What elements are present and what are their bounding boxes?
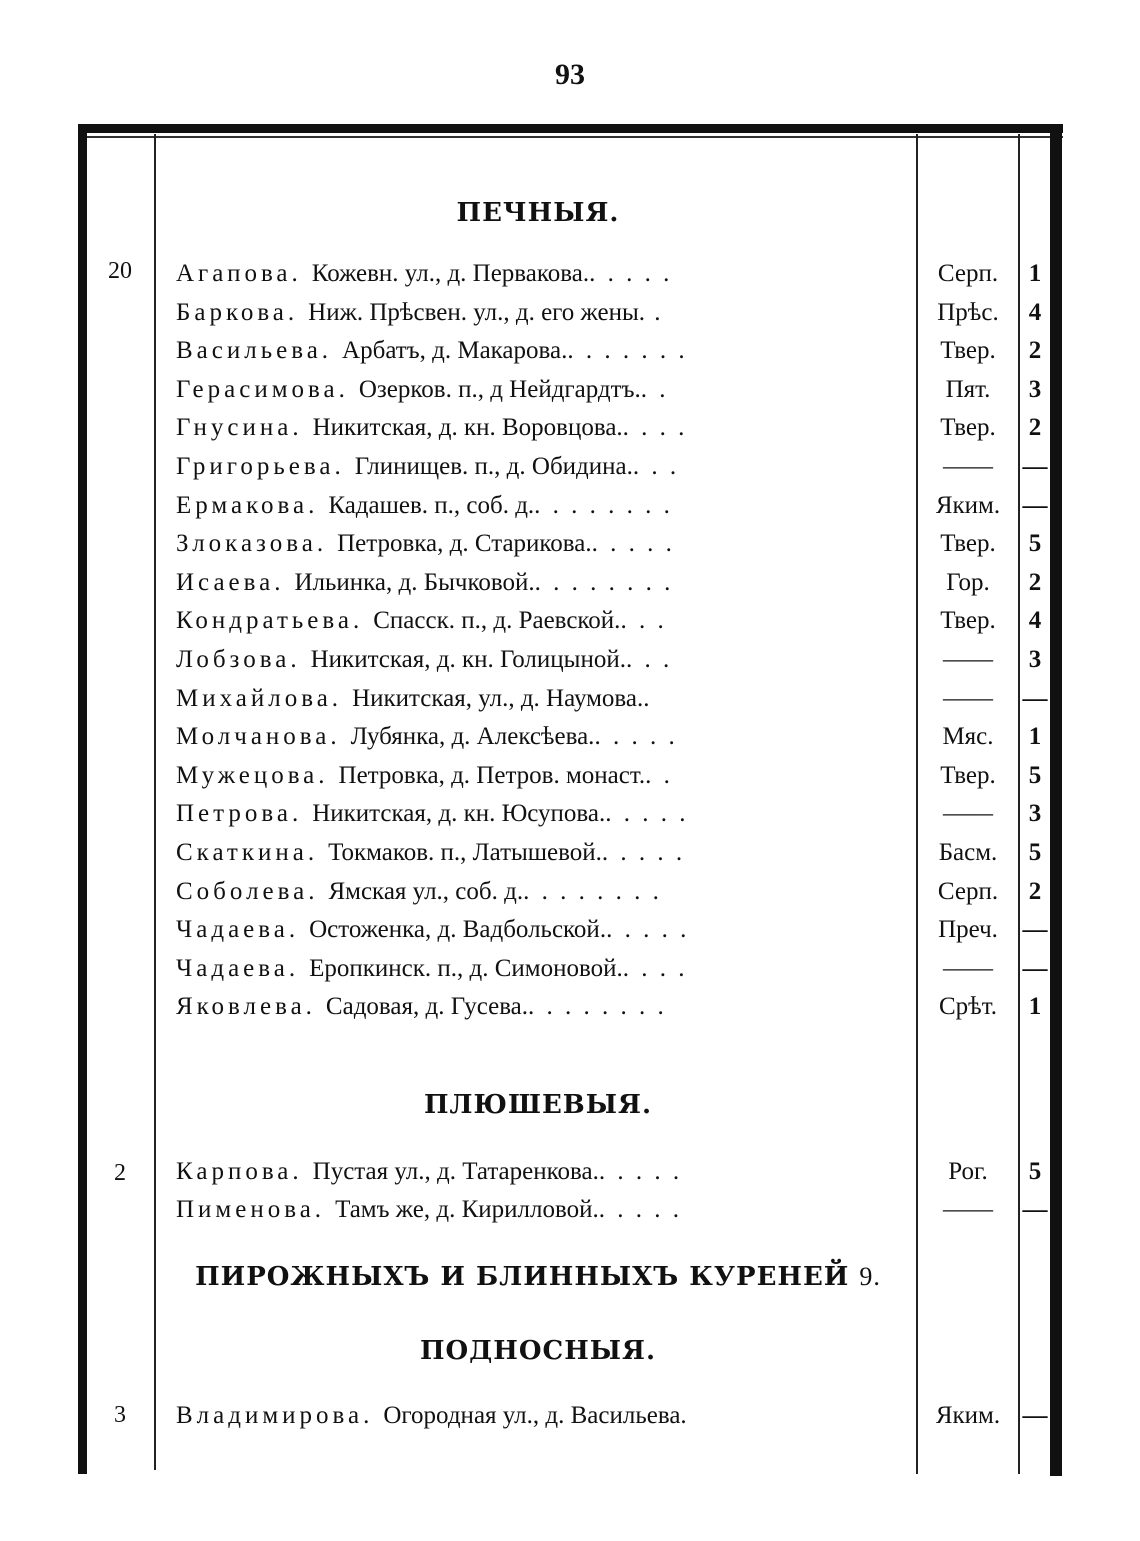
entry-text — [176, 993, 908, 1021]
entry-address: Арбатъ, д. Макарова. — [342, 337, 568, 365]
entry-district: Твер. — [940, 337, 996, 365]
list-item — [0, 376, 1140, 416]
list-item — [0, 260, 1140, 300]
entry-district: —— — [943, 684, 993, 712]
list-item — [0, 878, 1140, 918]
section-count: 2 — [114, 1160, 126, 1186]
entry-address: Петровка, д. Старикова. — [337, 530, 592, 558]
entry-text — [176, 260, 908, 288]
entry-text — [176, 800, 908, 828]
entry-leader-dots: . . . . . — [598, 1158, 683, 1185]
entry-address: Садовая, д. Гусева. — [325, 993, 529, 1021]
entry-address: Петровка, д. Петров. монаст. — [338, 761, 646, 789]
entry-number: 2 — [1028, 877, 1042, 905]
entry-text — [176, 376, 908, 404]
entry-leader-dots: . . . . . — [589, 260, 673, 287]
entry-number: 3 — [1028, 646, 1042, 673]
entry-leader-dots: . . — [640, 375, 669, 403]
entry-leader-dots: . . . . — [622, 954, 688, 982]
entry-number: 1 — [1028, 993, 1042, 1021]
entry-text — [176, 337, 908, 365]
section-count: 3 — [114, 1402, 126, 1428]
entry-district: Пят. — [945, 375, 991, 403]
entry-name: Карпова. — [176, 1158, 303, 1185]
entry-leader-dots: . . . — [620, 607, 667, 635]
entry-number: — — [1022, 684, 1048, 712]
entry-number: 3 — [1028, 800, 1042, 828]
entry-district: Яким. — [935, 1402, 1001, 1429]
entry-number: — — [1022, 916, 1048, 944]
entry-text — [176, 839, 908, 867]
list-item — [0, 916, 1140, 956]
entry-text — [176, 878, 908, 906]
entry-number: — — [1022, 1196, 1048, 1223]
list-item — [0, 453, 1140, 493]
section-title-pirozhnykh — [160, 1262, 916, 1292]
entry-name: Чадаева. — [176, 954, 300, 982]
section-title-plyushevyya: ПЛЮШЕВЫЯ. — [424, 1090, 652, 1120]
entry-name: Яковлева. — [176, 993, 316, 1021]
entry-address: Никитская, д. кн. Юсупова. — [312, 800, 606, 828]
entry-number: 5 — [1028, 1158, 1042, 1185]
entry-name: Молчанова. — [176, 723, 341, 751]
entry-text — [176, 762, 908, 790]
entry-address: Никитская, ул., д. Наумова. — [352, 684, 644, 712]
list-item — [0, 414, 1140, 454]
entry-leader-dots: . . . . . — [605, 800, 689, 828]
entry-leader-dots: . . . . . . . . — [523, 877, 662, 905]
entry-district: Твер. — [940, 607, 996, 635]
entry-address: Лубянка, д. Алексѣева. — [350, 723, 595, 751]
entry-name: Герасимова. — [176, 375, 349, 403]
entry-text — [176, 492, 908, 520]
list-item — [0, 299, 1140, 339]
entry-leader-dots: . . . . . — [606, 916, 690, 944]
entry-address: Никитская, д. кн. Воровцова. — [312, 414, 623, 442]
entry-leader-dots: . . . . . . . . — [534, 491, 673, 519]
entry-district: Яким. — [935, 491, 1001, 519]
frame-top-border — [78, 124, 1063, 133]
list-item — [0, 685, 1140, 725]
section-count: 20 — [108, 258, 132, 284]
list-item — [0, 993, 1140, 1033]
entry-text — [176, 955, 908, 983]
entry-address: Тамъ же, д. Кирилловой. — [335, 1196, 599, 1223]
list-item — [0, 337, 1140, 377]
entry-number: 4 — [1028, 298, 1042, 326]
entry-district: —— — [943, 1196, 993, 1223]
entry-district: Серп. — [937, 877, 999, 905]
entry-number: 5 — [1028, 761, 1042, 789]
entry-number: 2 — [1028, 568, 1042, 596]
list-item — [0, 646, 1140, 686]
entry-name: Григорьева. — [176, 453, 345, 480]
entry-text — [176, 453, 908, 481]
entry-name: Скаткина. — [176, 839, 319, 866]
list-item — [0, 723, 1140, 763]
entry-text — [176, 723, 908, 751]
entry-district: Серп. — [937, 260, 999, 287]
entry-leader-dots: . . . . . — [601, 839, 686, 866]
section-title-podnosnyya: ПОДНОСНЫЯ. — [419, 1336, 656, 1366]
list-item — [0, 839, 1140, 879]
entry-leader-dots: . . . . . . . . — [528, 993, 667, 1021]
list-item — [0, 762, 1140, 802]
entry-number: 2 — [1028, 414, 1042, 442]
entry-district: Твер. — [940, 761, 996, 789]
entry-address: Глинищев. п., д. Обидина. — [354, 453, 633, 480]
entry-text — [176, 607, 908, 635]
entry-number: 3 — [1028, 375, 1042, 403]
section-inline-count: 9. — [859, 1262, 881, 1291]
entry-district: —— — [943, 453, 993, 480]
entry-district: Твер. — [940, 530, 996, 558]
entry-leader-dots: . . . — [625, 646, 673, 673]
entry-district: Мяс. — [942, 723, 994, 751]
page-number: 93 — [555, 58, 585, 91]
entry-address: Никитская, д. кн. Голицыной. — [310, 646, 626, 673]
entry-leader-dots: . . . . . — [594, 723, 678, 751]
entry-district: Прѣс. — [937, 298, 999, 326]
entry-leader-dots: . . . . . — [598, 1196, 682, 1223]
entry-district: Басм. — [938, 839, 998, 866]
section-title-text: ПИРОЖНЫХЪ И БЛИННЫХЪ КУРЕНЕЙ — [195, 1262, 850, 1292]
entry-leader-dots: . . . . . . . . — [534, 568, 674, 596]
entry-leader-dots: . . . — [632, 453, 680, 480]
entry-text — [176, 1402, 908, 1430]
entry-name: Пименова. — [176, 1196, 326, 1223]
entry-district: Рог. — [948, 1158, 988, 1185]
entry-number: 5 — [1028, 530, 1042, 558]
entry-address: Спасск. п., д. Раевской. — [373, 607, 621, 635]
entry-address: Пустая ул., д. Татаренкова. — [312, 1158, 599, 1185]
entry-name: Чадаева. — [176, 916, 300, 944]
entry-name: Соболева. — [176, 877, 319, 905]
entry-text — [176, 530, 908, 558]
entry-district: —— — [943, 954, 993, 982]
entry-leader-dots: . . . . . — [591, 530, 675, 558]
entry-name: Петрова. — [176, 800, 303, 828]
entry-text — [176, 414, 908, 442]
entry-address: Ильинка, д. Бычковой. — [294, 568, 535, 596]
entry-address: Ямская ул., соб. д. — [328, 877, 524, 905]
entry-address: Ниж. Прѣсвен. ул., д. его жены. — [308, 298, 646, 326]
entry-name: Исаева. — [176, 568, 285, 596]
list-item — [0, 1196, 1140, 1236]
section-title-pechnyya: ПЕЧНЫЯ. — [456, 198, 620, 228]
entry-number: — — [1022, 1402, 1048, 1429]
list-item — [0, 1158, 1140, 1198]
entry-name: Ермакова. — [176, 491, 319, 519]
entry-number: 2 — [1028, 337, 1042, 365]
entry-name: Кондратьева. — [176, 607, 364, 635]
entry-address: Еропкинск. п., д. Симоновой. — [309, 954, 623, 982]
entry-name: Гнусина. — [176, 414, 303, 442]
entry-district: —— — [943, 646, 993, 673]
entry-name: Васильева. — [176, 337, 333, 365]
entry-address: Токмаков. п., Латышевой. — [328, 839, 602, 866]
entry-text — [176, 569, 908, 597]
entry-number: 1 — [1028, 260, 1042, 287]
entry-leader-dots: . — [645, 298, 664, 326]
list-item — [0, 492, 1140, 532]
list-item — [0, 607, 1140, 647]
entry-district: Гор. — [946, 568, 990, 596]
entry-address: Огородная ул., д. Васильева. — [383, 1402, 687, 1429]
entry-name: Лобзова. — [176, 646, 301, 673]
entry-name: Михайлова. — [176, 684, 343, 712]
entry-address: Озерков. п., д Нейдгардтъ. — [358, 375, 641, 403]
entry-district: —— — [943, 800, 993, 828]
entry-name: Агапова. — [176, 260, 302, 287]
list-item — [0, 530, 1140, 570]
entry-number: 4 — [1028, 607, 1042, 635]
entry-name: Мужецова. — [176, 761, 329, 789]
entry-leader-dots: . . . . . . . — [567, 337, 688, 365]
entry-address: Кожевн. ул., д. Первакова. — [311, 260, 590, 287]
entry-name: Баркова. — [176, 298, 299, 326]
entry-number: 1 — [1028, 723, 1042, 751]
entry-district: Твер. — [940, 414, 996, 442]
entry-district: Срѣт. — [938, 993, 998, 1021]
entry-number: — — [1022, 453, 1048, 480]
entry-address: Кадашев. п., соб. д. — [328, 491, 535, 519]
entry-leader-dots: . . — [645, 761, 673, 789]
entry-name: Владимирова. — [176, 1402, 374, 1429]
list-item — [0, 1402, 1140, 1442]
entry-name: Злоказова. — [176, 530, 328, 558]
list-item — [0, 955, 1140, 995]
entry-address: Остоженка, д. Вадбольской. — [309, 916, 607, 944]
entry-number: 5 — [1028, 839, 1042, 866]
entry-text — [176, 685, 908, 713]
entry-text — [176, 1158, 908, 1186]
list-item — [0, 800, 1140, 840]
entry-number: — — [1022, 491, 1048, 519]
entry-text — [176, 299, 908, 327]
entry-number: — — [1022, 954, 1048, 982]
entry-district: Преч. — [938, 916, 998, 944]
entry-leader-dots: . — [643, 684, 653, 712]
list-item — [0, 569, 1140, 609]
entry-text — [176, 1196, 908, 1224]
entry-text — [176, 646, 908, 674]
entry-text — [176, 916, 908, 944]
entry-leader-dots: . . . . — [622, 414, 688, 442]
